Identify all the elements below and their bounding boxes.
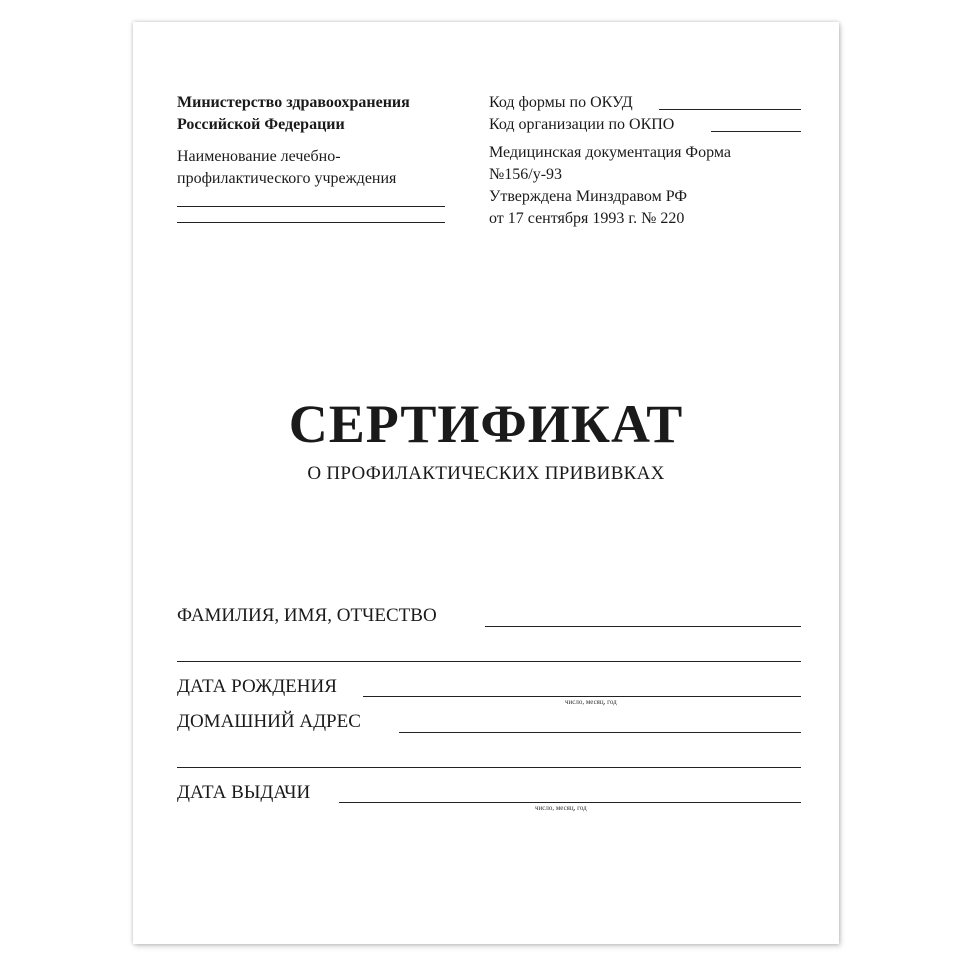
certificate-page: [133, 22, 839, 944]
issue-date-label: ДАТА ВЫДАЧИ: [177, 782, 311, 803]
approved-line-1: Утверждена Минздравом РФ: [489, 188, 687, 205]
full-name-label: ФАМИЛИЯ, ИМЯ, ОТЧЕСТВО: [177, 605, 437, 626]
home-address-line-2[interactable]: [177, 767, 801, 768]
okud-underline: [659, 109, 801, 110]
institution-underline-1: [177, 206, 445, 207]
full-name-line-2[interactable]: [177, 661, 801, 662]
institution-underline-2: [177, 222, 445, 223]
okud-label: Код формы по ОКУД: [489, 94, 633, 111]
okud-row: [489, 92, 633, 114]
doc-line-2: №156/у-93: [489, 166, 563, 183]
certificate-subtitle: О ПРОФИЛАКТИЧЕСКИХ ПРИВИВКАХ: [307, 463, 665, 484]
okpo-label: Код организации по ОКПО: [489, 116, 675, 133]
institution-line-2: профилактического учреждения: [177, 170, 397, 187]
home-address-label: ДОМАШНИЙ АДРЕС: [177, 711, 361, 732]
ministry-line-2: Российской Федерации: [177, 116, 345, 133]
issue-date-line[interactable]: [339, 802, 801, 803]
home-address-line-1[interactable]: [399, 732, 801, 733]
form-info: [489, 142, 731, 230]
approved-line-2: от 17 сентября 1993 г. № 220: [489, 210, 685, 227]
institution-label: [177, 146, 396, 190]
okpo-row: [489, 114, 674, 136]
ministry-name: [177, 92, 410, 136]
institution-line-1: Наименование лечебно-: [177, 148, 341, 165]
okpo-underline: [711, 131, 801, 132]
doc-line-1: Медицинская документация Форма: [489, 144, 731, 161]
issue-date-hint: число, месяц, год: [535, 804, 587, 812]
birth-date-line[interactable]: [363, 696, 801, 697]
ministry-line-1: Министерство здравоохранения: [177, 94, 410, 111]
certificate-title: СЕРТИФИКАТ: [288, 394, 684, 454]
birth-date-hint: число, месяц, год: [565, 698, 617, 706]
full-name-line-1[interactable]: [485, 626, 801, 627]
birth-date-label: ДАТА РОЖДЕНИЯ: [177, 676, 337, 697]
